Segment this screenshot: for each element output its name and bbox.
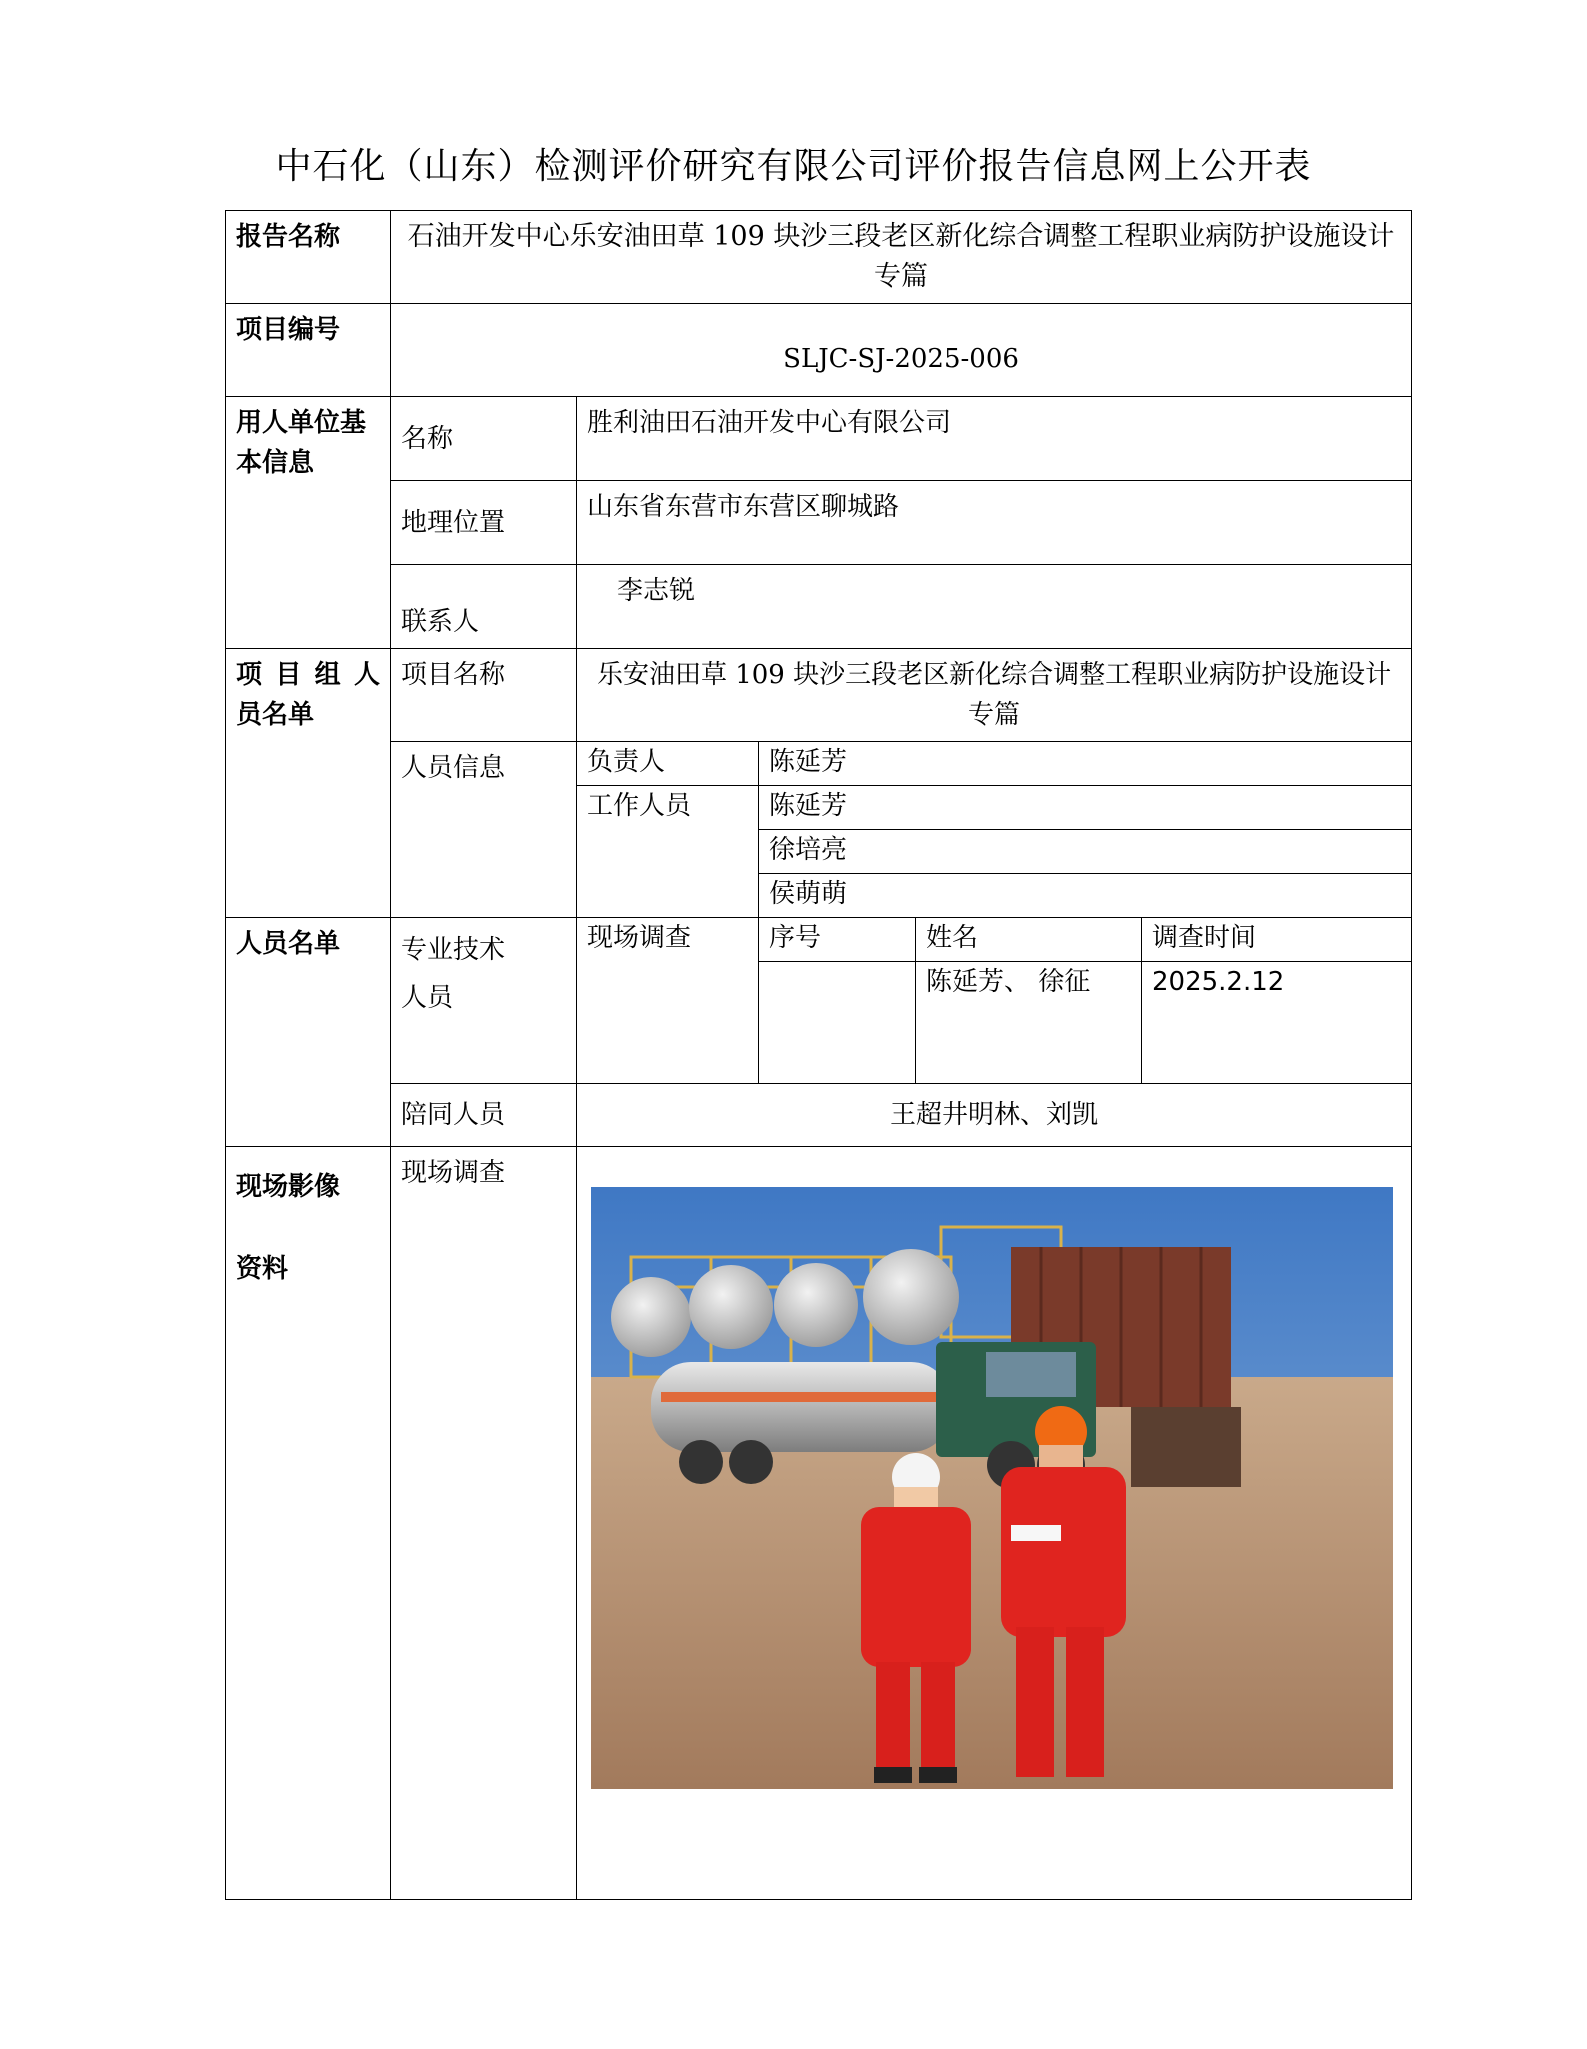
employer-name-value: 胜利油田石油开发中心有限公司 [577, 397, 1412, 481]
row-employer-name [226, 397, 1412, 481]
personnel-col-no: 序号 [759, 918, 916, 962]
team-leader-value: 陈延芳 [759, 742, 1412, 786]
report-name-label: 报告名称 [226, 211, 391, 304]
project-no-label: 项目编号 [226, 304, 391, 397]
team-project-name-value: 乐安油田草 109 块沙三段老区新化综合调整工程职业病防护设施设计专篇 [577, 649, 1412, 742]
site-survey-photo [591, 1187, 1393, 1789]
team-leader-label: 负责人 [577, 742, 759, 786]
employer-section-label: 用人单位基本信息 [226, 397, 391, 649]
employer-contact-label: 联系人 [391, 565, 577, 649]
team-worker: 陈延芳 [759, 786, 1412, 830]
team-workers-label: 工作人员 [577, 786, 759, 918]
personnel-tech-label-text: 专业技术人员 [401, 935, 506, 1013]
report-name-value: 石油开发中心乐安油田草 109 块沙三段老区新化综合调整工程职业病防护设施设计专篇 [391, 211, 1412, 304]
team-worker: 侯萌萌 [759, 874, 1412, 918]
personnel-survey-label: 现场调查 [577, 918, 759, 1084]
images-label-line-2: 资料 [236, 1254, 289, 1284]
row-team-leader [226, 742, 1412, 786]
row-employer-contact [226, 565, 1412, 649]
personnel-escort-value: 王超井明林、刘凯 [577, 1084, 1412, 1147]
personnel-col-name: 姓名 [916, 918, 1142, 962]
row-report-name [226, 211, 1412, 304]
project-no-value: SLJC-SJ-2025-006 [391, 304, 1412, 397]
row-project-no [226, 304, 1412, 397]
team-worker: 徐培亮 [759, 830, 1412, 874]
team-section-label: 项 目 组 人 员名单 [226, 649, 391, 918]
row-personnel-header [226, 918, 1412, 962]
employer-location-value: 山东省东营市东营区聊城路 [577, 481, 1412, 565]
row-team-project [226, 649, 1412, 742]
personnel-row-time: 2025.2.12 [1142, 962, 1412, 1084]
row-personnel-escort [226, 1084, 1412, 1147]
employer-contact-value: 李志锐 [577, 565, 1412, 649]
images-section-label [226, 1147, 391, 1900]
employer-location-label: 地理位置 [391, 481, 577, 565]
employer-name-label: 名称 [391, 397, 577, 481]
images-label-line-1: 现场影像 [236, 1172, 341, 1202]
images-photo-cell [577, 1147, 1412, 1900]
personnel-row-no [759, 962, 916, 1084]
page-title: 中石化（山东）检测评价研究有限公司评价报告信息网上公开表 [275, 146, 1312, 187]
personnel-section-label: 人员名单 [226, 918, 391, 1147]
personnel-col-time: 调查时间 [1142, 918, 1412, 962]
team-staff-info-label: 人员信息 [391, 742, 577, 918]
personnel-row-names: 陈延芳、 徐征 [916, 962, 1142, 1084]
personnel-tech-label [391, 918, 577, 1084]
row-site-images [226, 1147, 1412, 1900]
personnel-escort-label: 陪同人员 [391, 1084, 577, 1147]
row-employer-location [226, 481, 1412, 565]
images-survey-label: 现场调查 [391, 1147, 577, 1900]
disclosure-table [225, 210, 1412, 1900]
team-project-name-label: 项目名称 [391, 649, 577, 742]
